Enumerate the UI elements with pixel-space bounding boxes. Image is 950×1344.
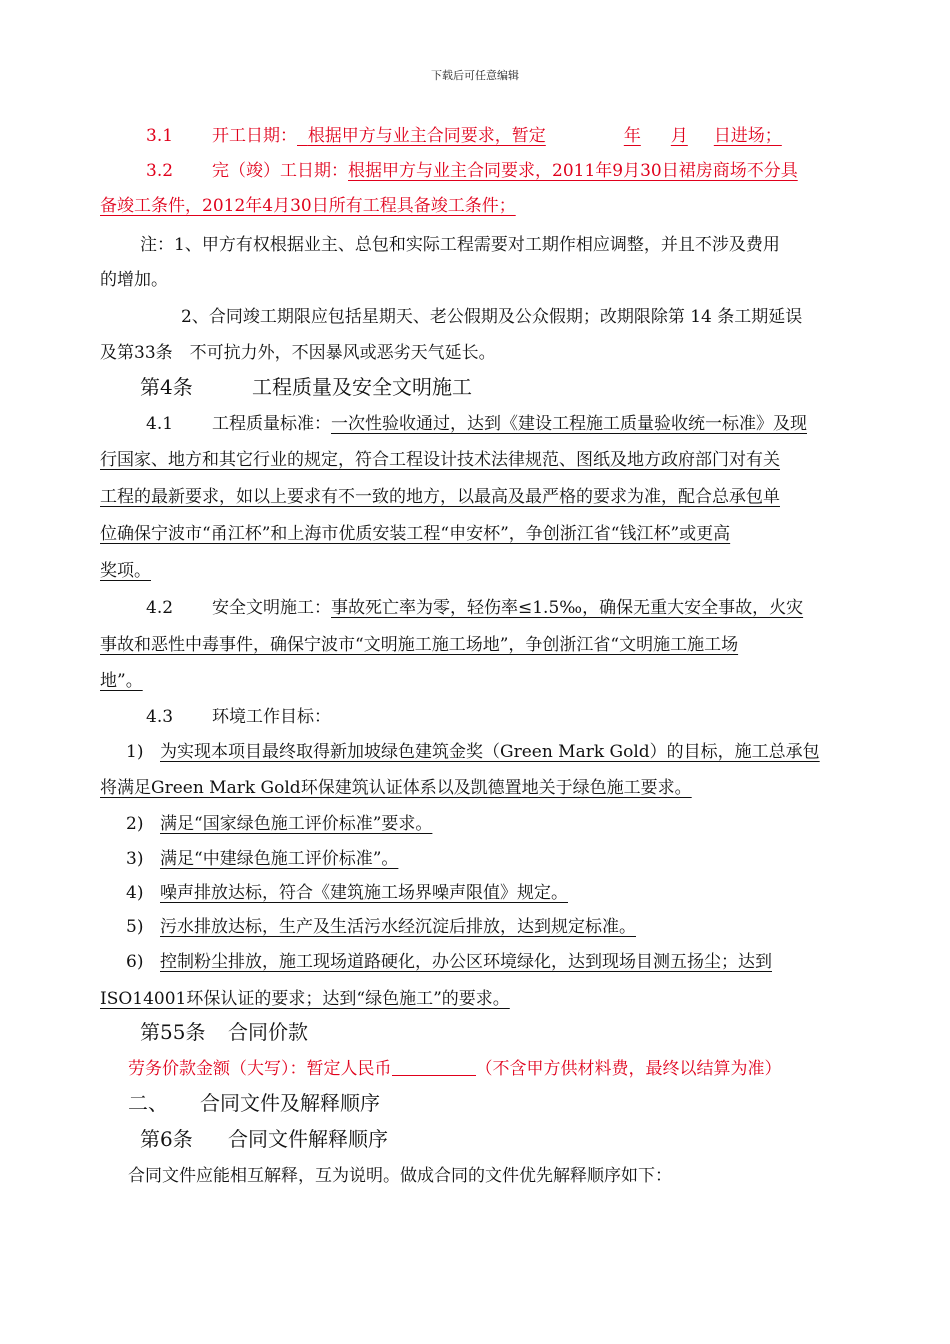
clause-number: 4.3 (146, 707, 174, 727)
list-number: 6) (126, 952, 144, 972)
clause-label: 环境工作目标： (212, 707, 331, 727)
page-header-note: 下载后可任意编辑 (431, 69, 519, 82)
note-2-line-2: 及第33条 不可抗力外，不因暴风或恶劣天气延长。 (100, 343, 496, 363)
interpretation-intro: 合同文件应能相互解释，互为说明。做成合同的文件优先解释顺序如下： (128, 1166, 672, 1186)
article-55-heading (140, 1019, 308, 1045)
price-amount-blank[interactable] (392, 1057, 476, 1076)
clause-body-line-3: 地”。 (100, 671, 143, 691)
price-label: 劳务价款金额（大写）：暂定人民币 (128, 1059, 392, 1079)
section-2-heading (128, 1090, 380, 1116)
clause-number: 4.2 (146, 598, 174, 618)
env-item-3 (126, 848, 398, 870)
list-text: 污水排放达标，生产及生活污水经沉淀后排放，达到规定标准。 (160, 917, 636, 937)
note-1-line-1: 注：1、甲方有权根据业主、总包和实际工程需要对工期作相应调整，并且不涉及费用 (140, 235, 780, 255)
clause-label: 开工日期： (212, 126, 297, 146)
clause-body-line-3: 工程的最新要求，如以上要求有不一致的地方，以最高及最严格的要求为准，配合总承包单 (100, 487, 780, 507)
clause-body-line-1: 事故死亡率为零，轻伤率≤1.5‰，确保无重大安全事故，火灾 (331, 598, 804, 618)
env-item-1 (126, 741, 820, 763)
article-4-heading (140, 374, 472, 400)
clause-number: 3.2 (146, 161, 174, 181)
env-item-6 (126, 951, 772, 973)
list-number: 3) (126, 849, 144, 869)
article-title: 合同文件解释顺序 (228, 1127, 388, 1151)
list-text: 为实现本项目最终取得新加坡绿色建筑金奖（Green Mark Gold）的目标，施工总承包 (160, 742, 820, 762)
price-note: （不含甲方供材料费，最终以结算为准） (475, 1059, 782, 1079)
clause-body-line-1: 根据甲方与业主合同要求，2011年9月30日裙房商场不分具 (348, 161, 798, 181)
section-number: 二、 (128, 1091, 168, 1115)
clause-body-line-4: 位确保宁波市“甬江杯”和上海市优质安装工程“申安杯”，争创浙江省“钱江杯”或更高 (100, 524, 731, 544)
clause-body-line-5: 奖项。 (100, 561, 151, 581)
env-item-1-line-2: 将满足Green Mark Gold环保建筑认证体系以及凯德置地关于绿色施工要求。 (100, 778, 692, 798)
list-text: 噪声排放达标，符合《建筑施工场界噪声限值》规定。 (160, 883, 568, 903)
list-number: 5) (126, 917, 144, 937)
article-title: 合同价款 (228, 1020, 308, 1044)
list-number: 1) (126, 742, 144, 762)
clause-3-2 (146, 160, 798, 182)
clause-label: 完（竣）工日期： (212, 161, 348, 181)
clause-body: 根据甲方与业主合同要求，暂定 年 月 日进场； (307, 126, 782, 146)
clause-body-line-2: 备竣工条件，2012年4月30日所有工程具备竣工条件； (100, 196, 516, 216)
clause-body-line-1: 一次性验收通过，达到《建设工程施工质量验收统一标准》及现 (331, 414, 807, 434)
note-1-line-2: 的增加。 (100, 270, 168, 290)
note-2-line-1: 2、合同竣工期限应包括星期天、老公假期及公众假期；改期限除第 14 条工期延误 (181, 307, 803, 327)
env-item-5 (126, 916, 636, 938)
article-number: 第55条 (140, 1020, 206, 1044)
clause-4-1 (146, 413, 807, 435)
list-text: 满足“国家绿色施工评价标准”要求。 (160, 814, 433, 834)
clause-label: 工程质量标准： (212, 414, 331, 434)
article-6-heading (140, 1126, 388, 1152)
env-item-2 (126, 813, 432, 835)
clause-4-2 (146, 597, 803, 619)
env-item-6-line-2: ISO14001环保认证的要求；达到“绿色施工”的要求。 (100, 989, 510, 1009)
list-text: 控制粉尘排放，施工现场道路硬化，办公区环境绿化，达到现场目测五扬尘；达到 (160, 952, 772, 972)
list-number: 2) (126, 814, 144, 834)
env-item-4 (126, 882, 568, 904)
article-number: 第6条 (140, 1127, 193, 1151)
list-number: 4) (126, 883, 144, 903)
contract-price-line (128, 1057, 782, 1080)
clause-body-line-2: 事故和恶性中毒事件，确保宁波市“文明施工施工场地”，争创浙江省“文明施工施工场 (100, 635, 739, 655)
clause-3-1 (146, 125, 782, 147)
clause-label: 安全文明施工： (212, 598, 331, 618)
clause-number: 3.1 (146, 126, 174, 146)
article-number: 第4条 (140, 375, 193, 399)
clause-body-line-2: 行国家、地方和其它行业的规定，符合工程设计技术法律规范、图纸及地方政府部门对有关 (100, 450, 780, 470)
section-title: 合同文件及解释顺序 (200, 1091, 380, 1115)
article-title: 工程质量及安全文明施工 (252, 375, 472, 399)
list-text: 满足“中建绿色施工评价标准”。 (160, 849, 399, 869)
clause-number: 4.1 (146, 414, 174, 434)
clause-4-3 (146, 706, 331, 728)
